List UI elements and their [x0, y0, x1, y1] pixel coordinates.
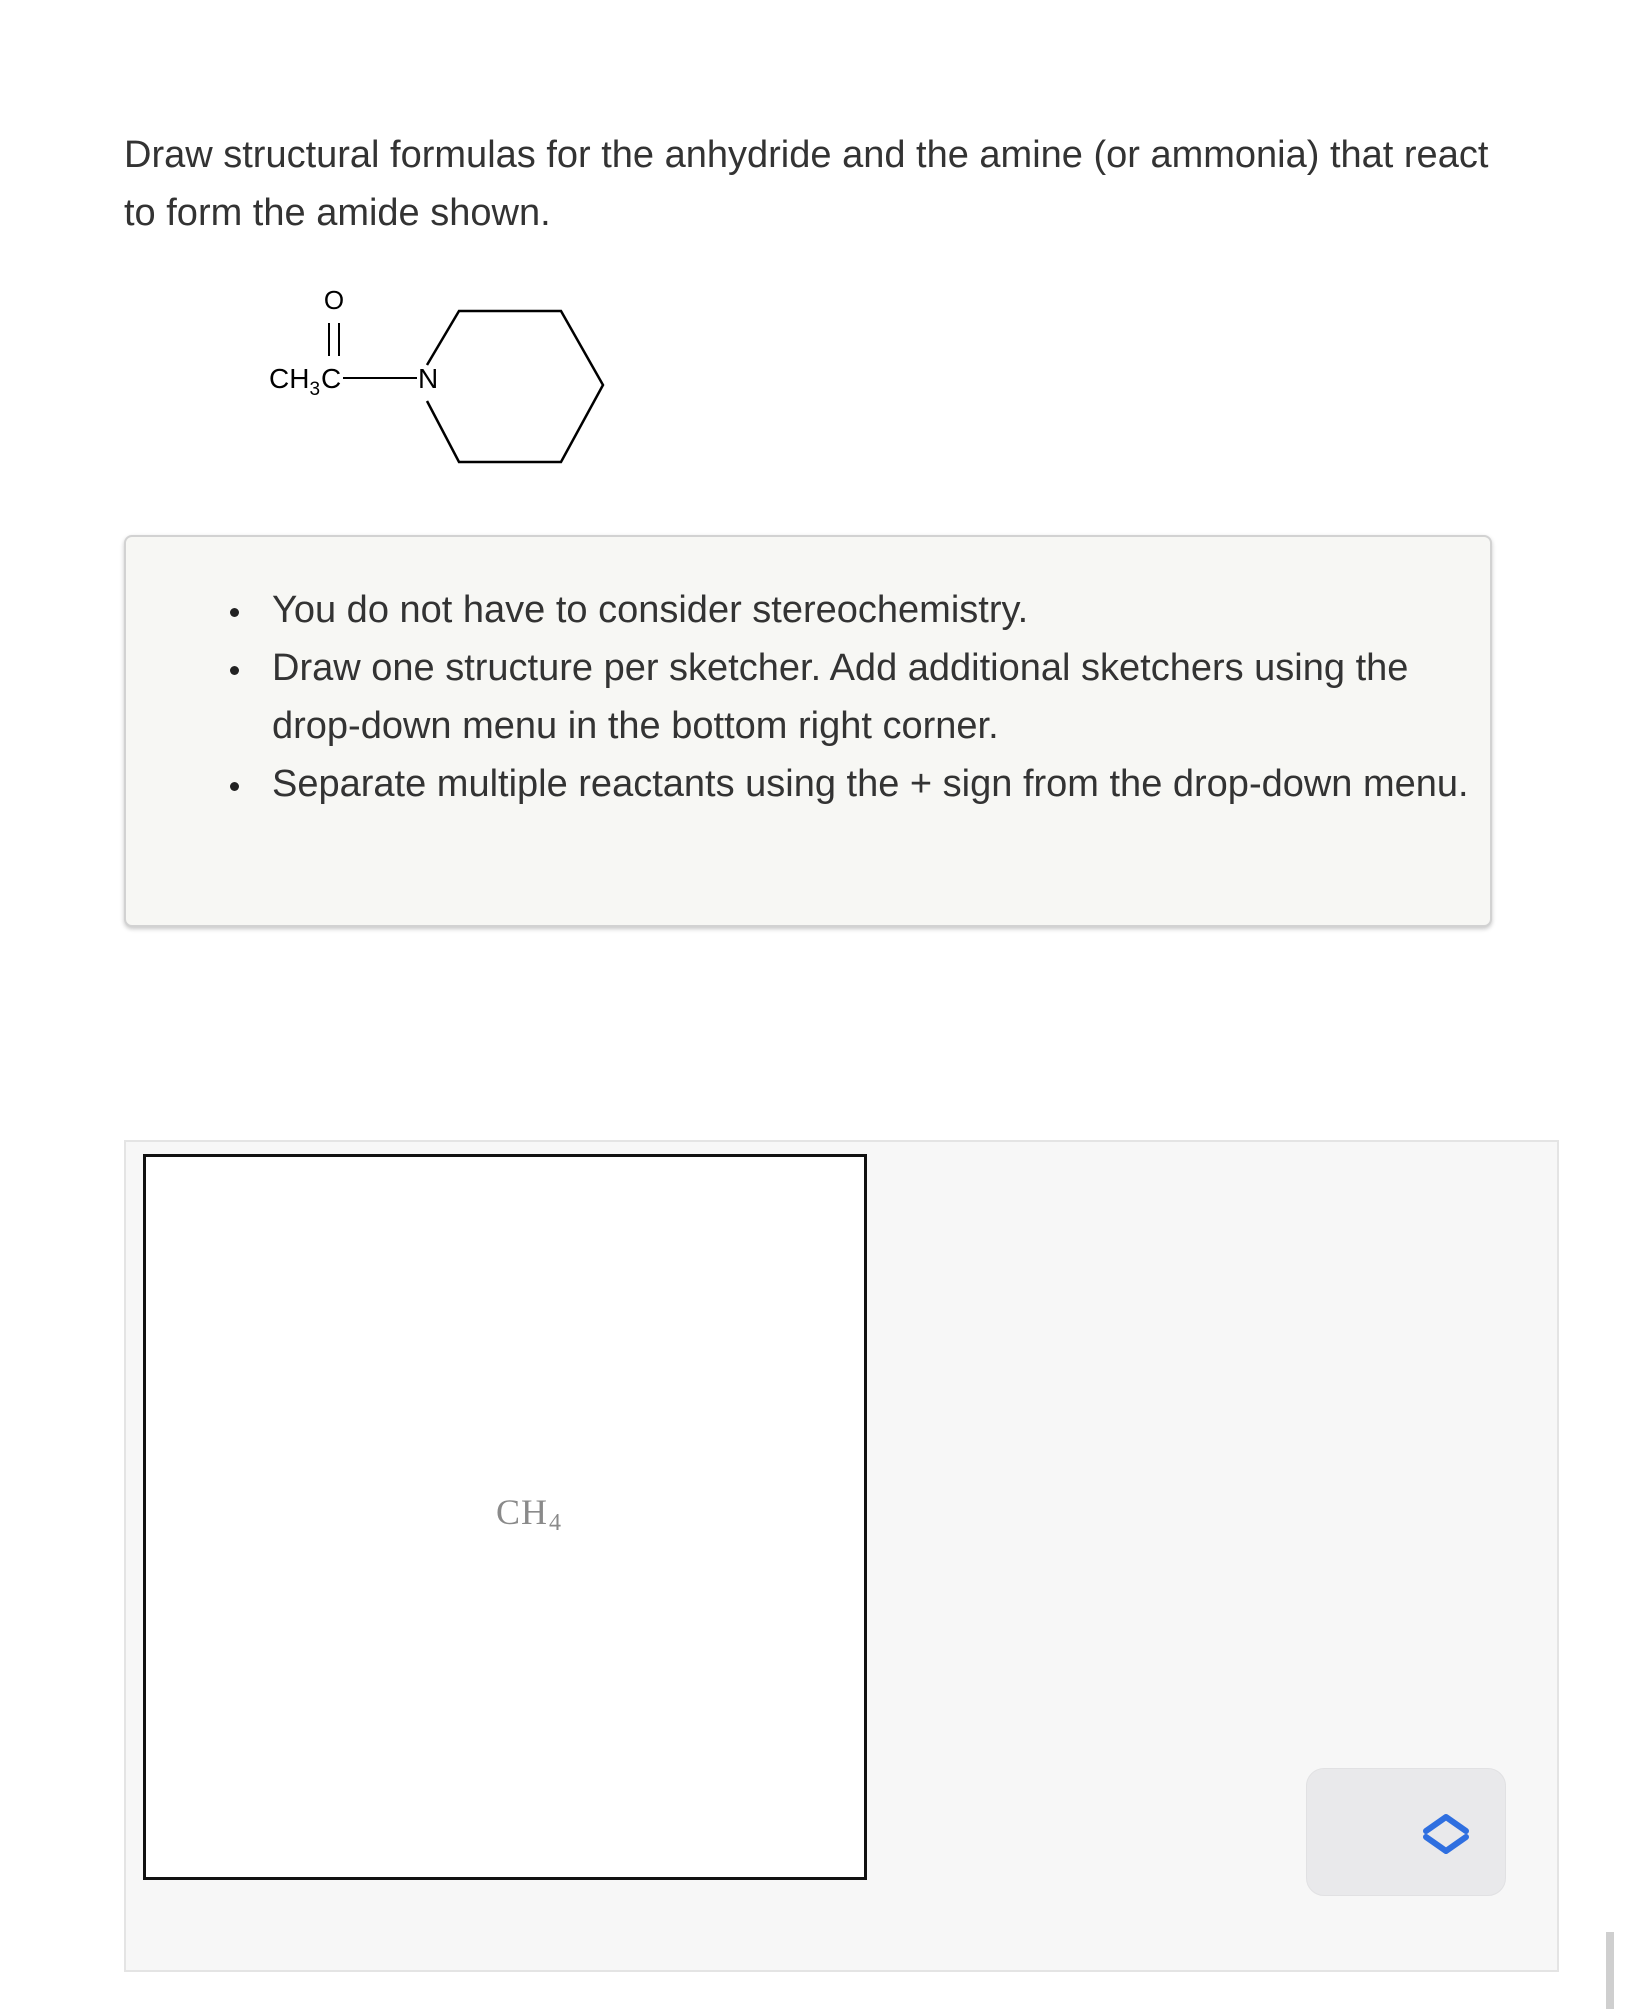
instruction-item — [272, 639, 1472, 755]
oxygen-label: O — [323, 285, 345, 315]
piperidine-ring — [427, 311, 603, 462]
nitrogen-label: N — [418, 363, 439, 394]
sketcher-canvas[interactable] — [143, 1154, 867, 1880]
amide-structure — [255, 275, 635, 490]
placeholder-subscript: 4 — [549, 1510, 563, 1536]
bullet-icon — [230, 608, 239, 617]
page-edge-divider — [1606, 1932, 1614, 2009]
question-text: Draw structural formulas for the anhydride and the amine (or ammonia) that react to form the amide shown. — [124, 134, 1489, 234]
sketcher-dropdown-button[interactable] — [1306, 1768, 1506, 1896]
methyl-label-main: CH — [269, 363, 310, 394]
instruction-text: You do not have to consider stereochemistry. — [272, 589, 1029, 631]
sketcher-placeholder — [496, 1491, 562, 1537]
instructions-list — [272, 581, 1472, 813]
bullet-icon — [230, 782, 239, 791]
instruction-item — [272, 581, 1472, 639]
methyl-label-subscript: 3 — [309, 379, 321, 400]
carbonyl-carbon-label: C — [321, 363, 342, 394]
placeholder-main: CH — [496, 1492, 549, 1532]
instruction-item — [272, 755, 1472, 813]
methyl-label — [269, 363, 320, 400]
chevron-up-down-icon — [1422, 1811, 1470, 1857]
instruction-text: Separate multiple reactants using the + sign from the drop-down menu. — [272, 763, 1469, 805]
instructions-box — [124, 535, 1492, 927]
bullet-icon — [230, 666, 239, 675]
instruction-text: Draw one structure per sketcher. Add additional sketchers using the drop-down menu in the bottom right corner. — [272, 647, 1409, 747]
